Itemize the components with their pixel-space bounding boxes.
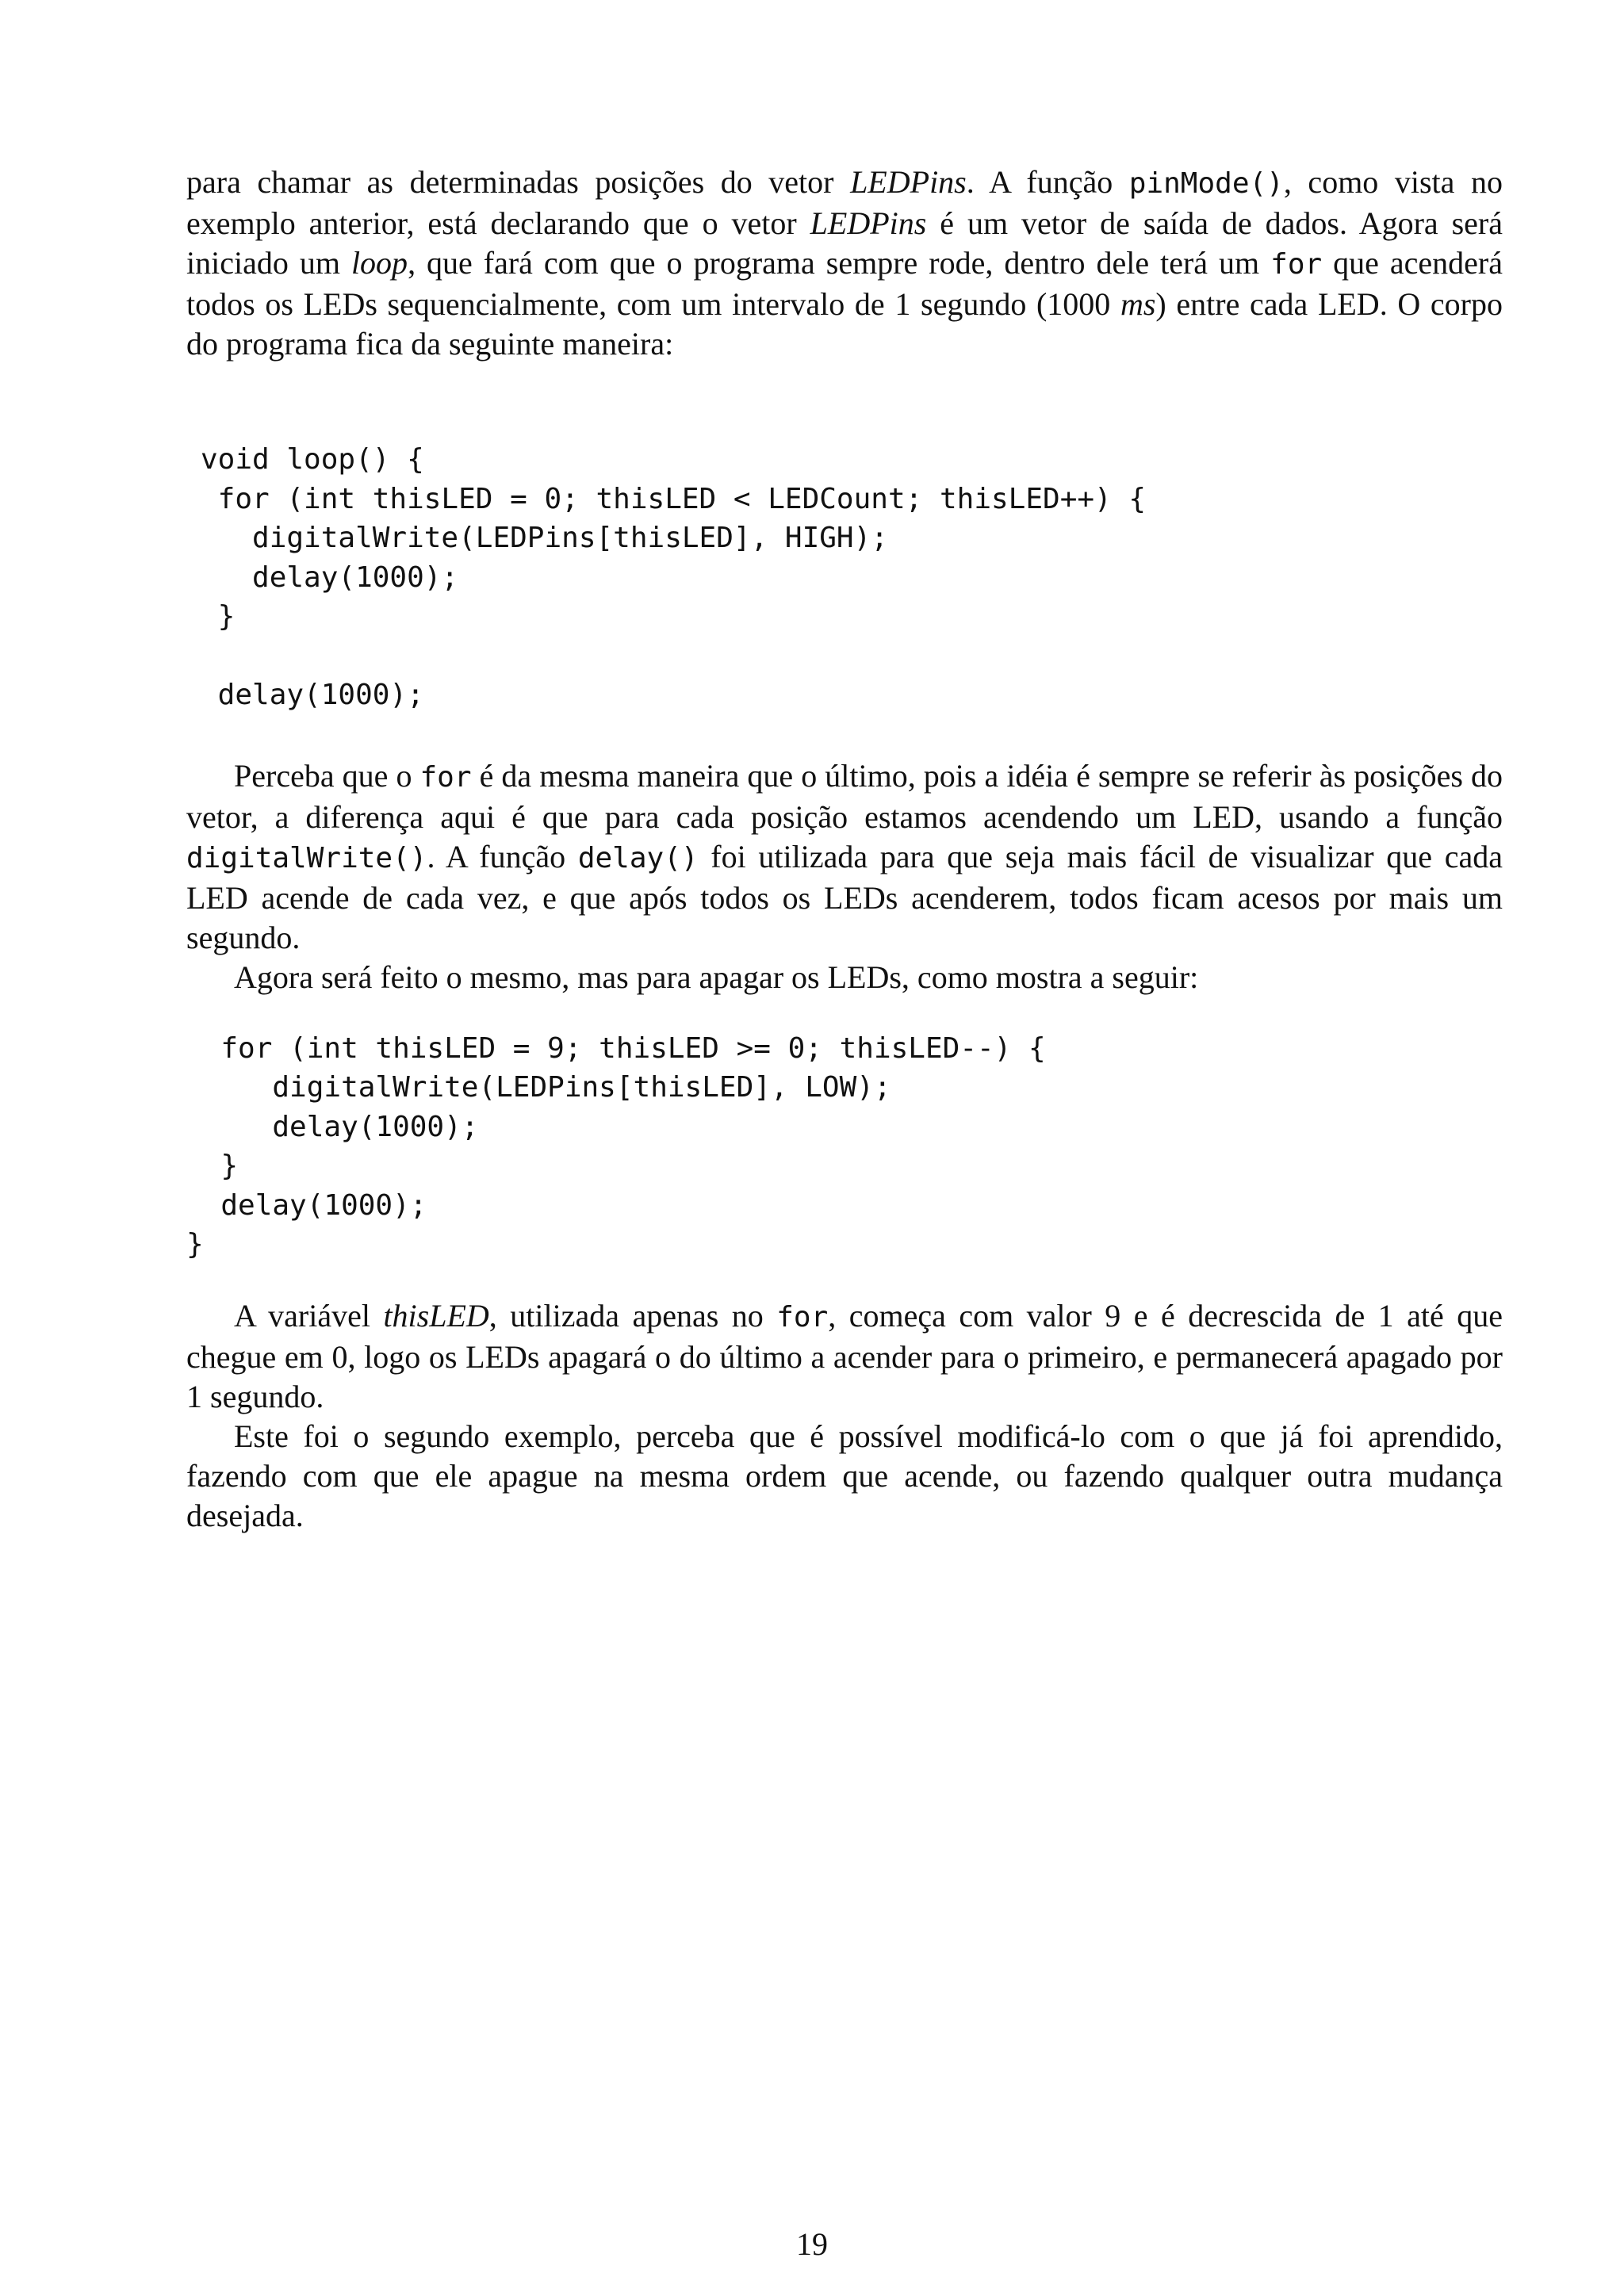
inline-code: for bbox=[776, 1300, 829, 1334]
italic-term: LEDPins bbox=[850, 164, 967, 200]
text: ) entre cada LED. O corpo do programa fica da seguinte maneira: bbox=[186, 286, 1503, 362]
paragraph-intro bbox=[186, 163, 1503, 364]
text: para chamar as determinadas posições do vetor bbox=[186, 164, 851, 200]
italic-term: loop bbox=[350, 245, 408, 281]
code-block-loop: void loop() { for (int thisLED = 0; thisLED < LEDCount; thisLED++) { digitalWrite(LEDPins[thisLED], HIGH); delay(1000); } delay(1000); bbox=[201, 443, 1147, 711]
code-block-turn-off: for (int thisLED = 9; thisLED >= 0; thisLED--) { digitalWrite(LEDPins[thisLED], LOW); delay(1000); } delay(1000); } bbox=[186, 1031, 1046, 1261]
text: , que fará com que o programa sempre rode, dentro dele terá um bbox=[408, 245, 1271, 281]
paragraph-explanation bbox=[186, 756, 1503, 958]
text: é um vetor de saída de dados. Agora será iniciado um bbox=[186, 205, 1503, 281]
text: foi utilizada para que seja mais fácil de visualizar que cada LED acende de cada vez, e que após todos os LEDs acenderem, todos ficam acesos por mais um segundo. bbox=[186, 838, 1503, 955]
italic-term: LEDPins bbox=[810, 205, 927, 241]
text: Perceba que o bbox=[234, 757, 420, 794]
inline-code: pinMode() bbox=[1128, 167, 1284, 200]
paragraph-conclusion: Este foi o segundo exemplo, perceba que é possível modificá-lo com o que já foi aprendido, fazendo com que ele apague na mesma ordem que acende, ou fazendo qualquer outra mudança desejada. bbox=[186, 1418, 1503, 1533]
text: . A função bbox=[427, 838, 578, 874]
inline-code: delay() bbox=[577, 841, 699, 874]
paragraph-next: Agora será feito o mesmo, mas para apagar os LEDs, como mostra a seguir: bbox=[234, 959, 1199, 995]
paragraph-variable bbox=[186, 1296, 1503, 1417]
page-number: 19 bbox=[796, 2226, 828, 2262]
text: . A função bbox=[966, 164, 1129, 200]
text: é da mesma maneira que o último, pois a idéia é sempre se referir às posições do vetor, a diferença aqui é que para cada posição estamos acendendo um LED, usando a função bbox=[186, 757, 1503, 835]
page-content bbox=[186, 163, 1503, 1536]
inline-code: digitalWrite() bbox=[186, 841, 427, 874]
italic-term: ms bbox=[1120, 286, 1156, 322]
italic-term: thisLED bbox=[383, 1297, 489, 1334]
text: , começa com valor 9 e é decrescida de 1 até que chegue em 0, logo os LEDs apagará o do último a acender para o primeiro, e permanecerá apagado por 1 segundo. bbox=[186, 1297, 1503, 1414]
text: , utilizada apenas no bbox=[488, 1297, 777, 1334]
text: que acenderá todos os LEDs sequencialmente, com um intervalo de 1 segundo (1000 bbox=[186, 245, 1503, 322]
text: , como vista no exemplo anterior, está declarando que o vetor bbox=[186, 164, 1503, 241]
inline-code: for bbox=[1270, 248, 1323, 281]
inline-code: for bbox=[419, 760, 472, 794]
text: A variável bbox=[234, 1297, 384, 1334]
